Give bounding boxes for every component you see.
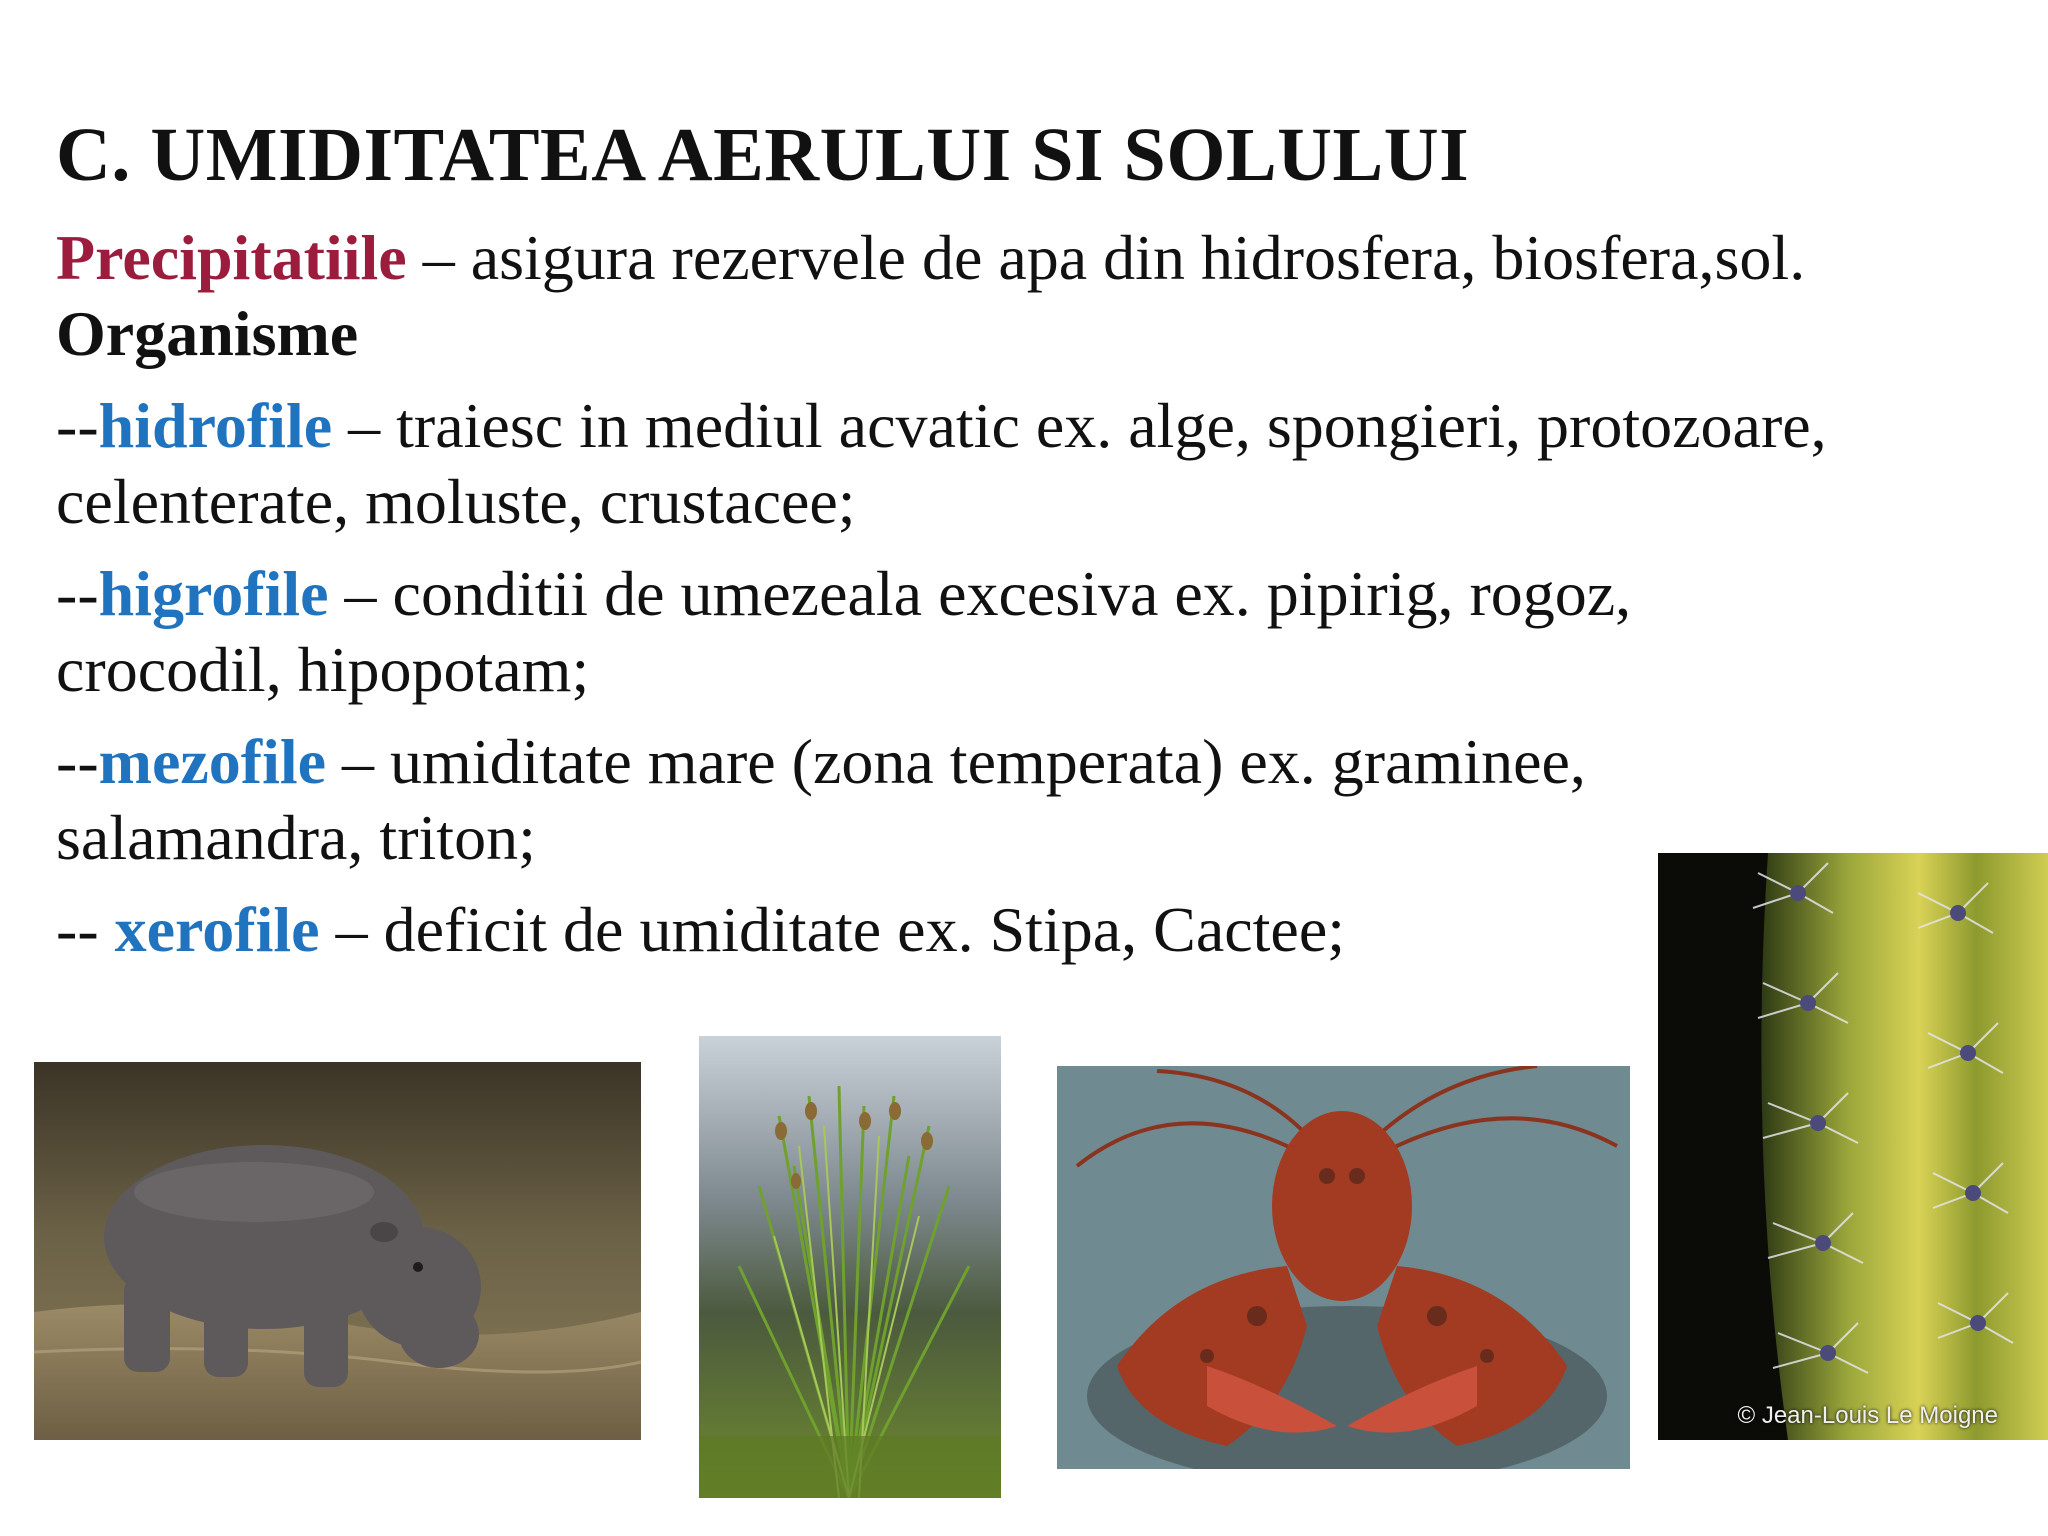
hidrofile-text: – traiesc in mediul acvatic ex. alge, spongieri, protozoare,	[332, 390, 1827, 461]
mezofile-line-2: salamandra, triton;	[56, 802, 536, 873]
mezofile-prefix: --	[56, 726, 99, 797]
higrofile-line	[56, 556, 1631, 632]
organisms-heading: Organisme	[56, 298, 359, 369]
mezofile-term: mezofile	[98, 726, 327, 797]
cactus-photo	[1658, 853, 2048, 1440]
hidrofile-line-2: celenterate, moluste, crustacee;	[56, 466, 856, 537]
rush-plant-photo	[699, 1036, 1001, 1498]
higrofile-prefix: --	[56, 558, 99, 629]
higrofile-term: higrofile	[98, 558, 329, 629]
slide-title: C. UMIDITATEA AERULUI SI SOLULUI	[56, 113, 1470, 197]
precipitation-text: – asigura rezervele de apa din hidrosfera, biosfera,sol.	[406, 222, 1806, 293]
mezofile-line	[56, 724, 1586, 800]
xerofile-text: – deficit de umiditate ex. Stipa, Cactee;	[319, 894, 1345, 965]
higrofile-line-2: crocodil, hipopotam;	[56, 634, 590, 705]
photo-credit: © Jean-Louis Le Moigne	[1737, 1402, 1998, 1429]
higrofile-text: – conditii de umezeala excesiva ex. pipirig, rogoz,	[328, 558, 1632, 629]
lobster-photo	[1057, 1066, 1630, 1469]
hippopotamus-photo	[34, 1062, 641, 1440]
hidrofile-term: hidrofile	[98, 390, 333, 461]
hidrofile-prefix: --	[56, 390, 99, 461]
xerofile-prefix: --	[56, 894, 115, 965]
precipitation-term: Precipitatiile	[56, 222, 407, 293]
mezofile-text: – umiditate mare (zona temperata) ex. graminee,	[326, 726, 1586, 797]
hidrofile-line	[56, 388, 1827, 464]
xerofile-line	[56, 892, 1345, 968]
xerofile-term: xerofile	[114, 894, 320, 965]
precipitation-line	[56, 220, 1805, 296]
